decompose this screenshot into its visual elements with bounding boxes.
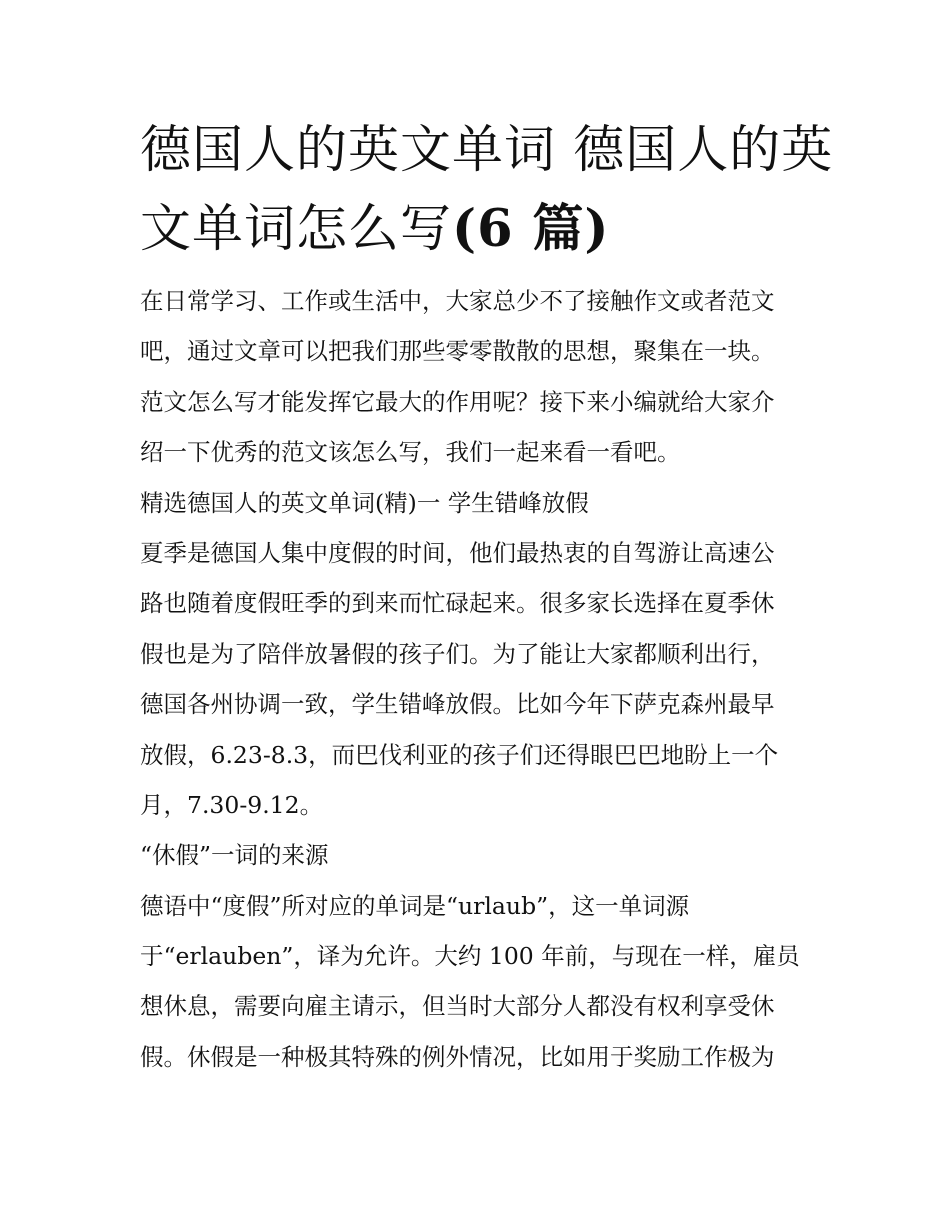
section-heading: 精选德国人的英文单词(精)一 学生错峰放假 <box>140 488 589 517</box>
paragraph-line: 夏季是德国人集中度假的时间，他们最热衷的自驾游让高速公 <box>140 538 775 567</box>
paragraph-word-origin <box>140 881 812 1083</box>
paragraph-line: 于“erlauben”，译为允许。大约 100 年前，与现在一样，雇员 <box>140 942 800 971</box>
paragraph-line: 德国各州协调一致，学生错峰放假。比如今年下萨克森州最早 <box>140 690 775 719</box>
document-title <box>140 112 834 269</box>
title-line-1: 德国人的英文单词 德国人的英 <box>140 121 834 180</box>
intro-paragraph <box>140 276 812 478</box>
intro-line: 范文怎么写才能发挥它最大的作用呢？接下来小编就给大家介 <box>140 387 775 416</box>
paragraph-line: 假。休假是一种极其特殊的例外情况，比如用于奖励工作极为 <box>140 1042 775 1071</box>
paragraph-line: 假也是为了陪伴放暑假的孩子们。为了能让大家都顺利出行， <box>140 639 775 668</box>
intro-line: 绍一下优秀的范文该怎么写，我们一起来看一看吧。 <box>140 438 681 467</box>
intro-line: 在日常学习、工作或生活中，大家总少不了接触作文或者范文 <box>140 287 775 315</box>
paragraph-line: 月，7.30-9.12。 <box>140 790 324 819</box>
paragraph-line: 放假，6.23-8.3，而巴伐利亚的孩子们还得眼巴巴地盼上一个 <box>140 740 779 769</box>
subheading: “休假”一词的来源 <box>140 841 329 870</box>
title-line-2-count: (6 篇) <box>452 199 610 259</box>
document-body <box>140 276 812 1082</box>
title-line-2-text: 文单词怎么写 <box>140 200 453 259</box>
paragraph-line: 德语中“度假”所对应的单词是“urlaub”，这一单词源 <box>140 891 690 920</box>
paragraph-line: 路也随着度假旺季的到来而忙碌起来。很多家长选择在夏季休 <box>140 589 775 618</box>
paragraph-vacation-schedule <box>140 528 812 830</box>
title-line-2 <box>140 190 812 269</box>
paragraph-line: 想休息，需要向雇主请示，但当时大部分人都没有权利享受休 <box>140 992 775 1021</box>
intro-line: 吧，通过文章可以把我们那些零零散散的思想，聚集在一块。 <box>140 337 775 366</box>
